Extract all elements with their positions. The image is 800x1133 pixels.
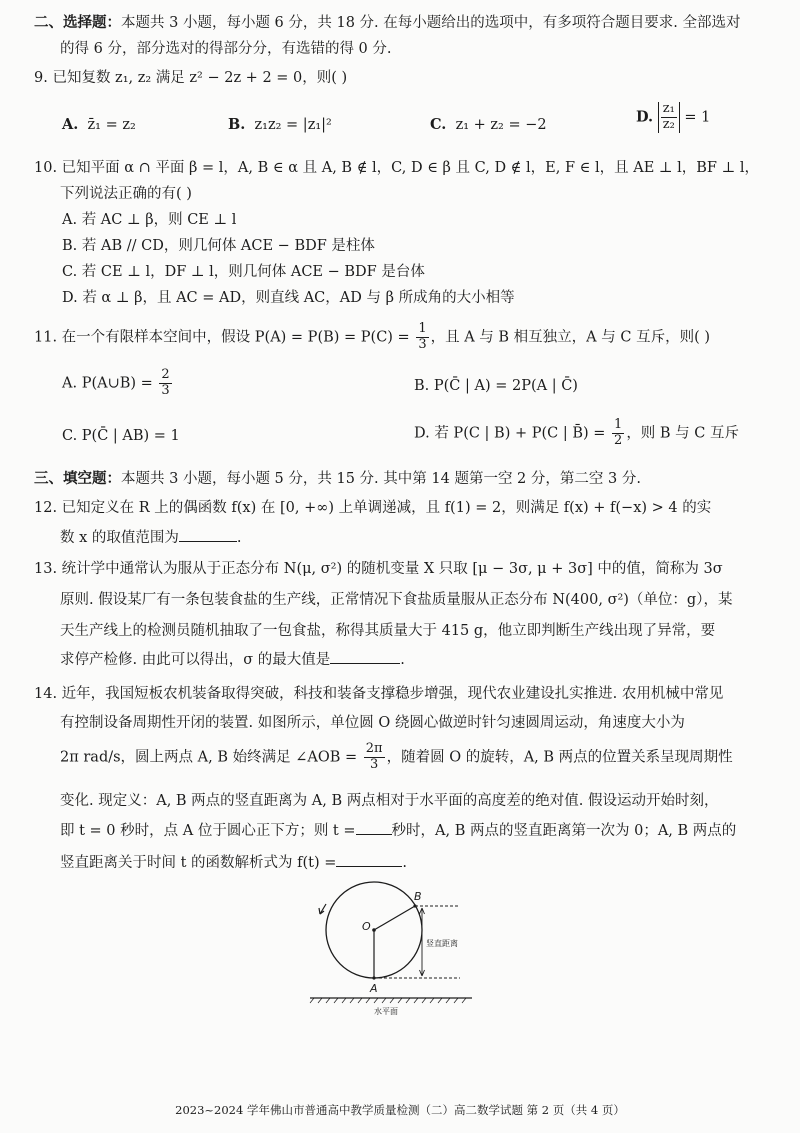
q11-option-d (414, 418, 739, 449)
q9-option-c-expr: z₁ + z₂ = −2 (455, 117, 547, 133)
center-point-o (372, 928, 376, 932)
label-b: B (414, 890, 422, 903)
radius-ob (374, 906, 415, 930)
q9-option-a-expr: z̄₁ = z₂ (87, 117, 136, 133)
q9-option-a-letter: A. (62, 116, 79, 133)
q12-line2-text: 数 x 的取值范围为 (60, 530, 179, 546)
q9-option-d-tail: = 1 (684, 109, 711, 126)
q9-option-b-letter: B. (228, 116, 246, 133)
q14-line6-end: . (402, 855, 408, 871)
q11-option-a-pre: A. P(A∪B) = (62, 375, 153, 392)
q13-answer-blank[interactable] (330, 663, 400, 664)
q11-option-d-pre: D. 若 P(C | B) + P(C | B̄) = (414, 425, 606, 442)
q12-answer-blank[interactable] (179, 541, 237, 542)
q11-option-a-numerator: 2 (161, 367, 170, 382)
q11-stem-post: ，且 A 与 B 相互独立，A 与 C 互斥，则( ) (430, 329, 710, 346)
q9-option-d-numerator: z₁ (662, 101, 675, 116)
rotating-circle-figure (300, 880, 500, 1020)
q10-option-c: C. 若 CE ⊥ l，DF ⊥ l，则几何体 ACE − BDF 是台体 (62, 264, 425, 280)
q14-line5-pre: 即 t = 0 秒时，点 A 位于圆心正下方；则 t = (60, 823, 356, 839)
q12-line1: 12. 已知定义在 R 上的偶函数 f(x) 在 [0, +∞) 上单调递减，且 f(1) = 2，则满足 f(x) + f(−x) > 4 的实 (34, 500, 712, 516)
q13-line3: 天生产线上的检测员随机抽取了一包食盐，称得其质量大于 415 g，他立即判断生产线出现了异常，要 (60, 623, 716, 639)
section2-desc-line2: 的得 6 分，部分选对的得部分分，有选错的得 0 分. (60, 41, 392, 57)
q9-option-b-expr: z₁z₂ = |z₁|² (254, 117, 332, 133)
label-o: O (362, 920, 371, 933)
q9-option-b (228, 116, 332, 133)
q9-option-c-letter: C. (430, 116, 447, 133)
q9-option-a (62, 116, 136, 133)
q12-line2 (60, 530, 242, 547)
q11-stem-pre: 11. 在一个有限样本空间中，假设 P(A) = P(B) = P(C) = (34, 329, 410, 346)
q14-line6-pre: 竖直距离关于时间 t 的函数解析式为 f(t) = (60, 855, 337, 871)
section3-title: 三、填空题： (34, 470, 121, 487)
q14-line4: 变化. 现定义：A, B 两点的竖直距离为 A, B 两点相对于水平面的高度差的绝对值. 假设运动开始时刻， (60, 793, 719, 809)
q14-line3-post: ，随着圆 O 的旋转，A, B 两点的位置关系呈现周期性 (386, 749, 733, 766)
q14-line3 (60, 742, 733, 773)
q11-option-c: C. P(C̄ | AB) = 1 (62, 428, 180, 444)
q10-stem-line2: 下列说法正确的有( ) (60, 186, 192, 202)
q14-line6 (60, 855, 407, 872)
q14-line3-pre: 2π rad/s，圆上两点 A, B 始终满足 ∠AOB = (60, 749, 358, 766)
q14-line3-denominator: 3 (370, 756, 379, 772)
q14-answer-blank-1[interactable] (356, 834, 392, 835)
q14-answer-blank-2[interactable] (336, 866, 402, 867)
ground-hatching (310, 998, 466, 1003)
q10-option-a: A. 若 AC ⊥ β，则 CE ⊥ l (62, 212, 237, 228)
q11-stem-numerator: 1 (418, 321, 427, 336)
q11-option-a (62, 368, 174, 399)
q11-option-d-denominator: 2 (614, 432, 623, 448)
q14-line3-numerator: 2π (365, 741, 383, 756)
q14-line5 (60, 823, 736, 840)
q12-end: . (236, 530, 242, 546)
q13-line4-text: 求停产检修. 由此可以得出，σ 的最大值是 (60, 652, 331, 668)
q9-option-d (636, 102, 710, 133)
q14-line2: 有控制设备周期性开闭的装置. 如图所示，单位圆 O 绕圆心做逆时针匀速圆周运动，角速度大小为 (60, 715, 685, 731)
label-a: A (370, 982, 378, 995)
q13-line4 (60, 652, 405, 669)
q14-line5-post: 秒时，A, B 两点的竖直距离第一次为 0；A, B 两点的 (391, 823, 737, 839)
q11-stem (34, 322, 710, 353)
q13-line1: 13. 统计学中通常认为服从于正态分布 N(μ, σ²) 的随机变量 X 只取 [μ − 3σ, μ + 3σ] 中的值，简称为 3σ (34, 561, 723, 577)
q10-stem-line1: 10. 已知平面 α ∩ 平面 β = l，A, B ∈ α 且 A, B ∉ l，C, D ∈ β 且 C, D ∉ l，E, F ∈ l，且 AE ⊥ l，BF ⊥ l， (34, 160, 759, 176)
q10-option-b: B. 若 AB // CD，则几何体 ACE − BDF 是柱体 (62, 238, 375, 254)
section2-title: 二、选择题： (34, 14, 121, 31)
q13-line2: 原则. 假设某厂有一条包装食盐的生产线，正常情况下食盐质量服从正态分布 N(400, σ²)（单位：g），某 (60, 592, 733, 608)
q13-end: . (400, 652, 405, 668)
label-ground: 水平面 (374, 1007, 398, 1016)
q9-option-c (430, 116, 547, 133)
q11-option-d-post: ，则 B 与 C 互斥 (626, 425, 739, 442)
section2-header (34, 14, 741, 32)
q9-stem: 9. 已知复数 z₁, z₂ 满足 z² − 2z + 2 = 0，则( ) (34, 70, 348, 86)
label-vertical-distance: 竖直距离 (426, 939, 458, 948)
q10-option-d: D. 若 α ⊥ β，且 AC = AD，则直线 AC，AD 与 β 所成角的大小相等 (62, 290, 515, 306)
section2-desc-line1: 本题共 3 小题，每小题 6 分，共 18 分. 在每小题给出的选项中，有多项符合题目要求. 全部选对 (121, 15, 741, 31)
section3-header (34, 470, 641, 488)
q14-line1: 14. 近年，我国短板农机装备取得突破，科技和装备支撑稳步增强，现代农业建设扎实推进. 农用机械中常见 (34, 686, 724, 702)
q11-option-b: B. P(C̄ | A) = 2P(A | C̄) (414, 378, 578, 394)
page-footer: 2023~2024 学年佛山市普通高中教学质量检测（二）高二数学试题 第 2 页（共 4 页） (175, 1103, 625, 1117)
q11-option-a-denominator: 3 (161, 382, 170, 398)
q11-stem-denominator: 3 (418, 336, 427, 352)
q9-option-d-letter: D. (636, 108, 654, 126)
q11-option-d-numerator: 1 (614, 417, 623, 432)
section3-desc: 本题共 3 小题，每小题 5 分，共 15 分. 其中第 14 题第一空 2 分，第二空 3 分. (121, 471, 641, 487)
q9-option-d-denominator: z₂ (662, 116, 675, 132)
